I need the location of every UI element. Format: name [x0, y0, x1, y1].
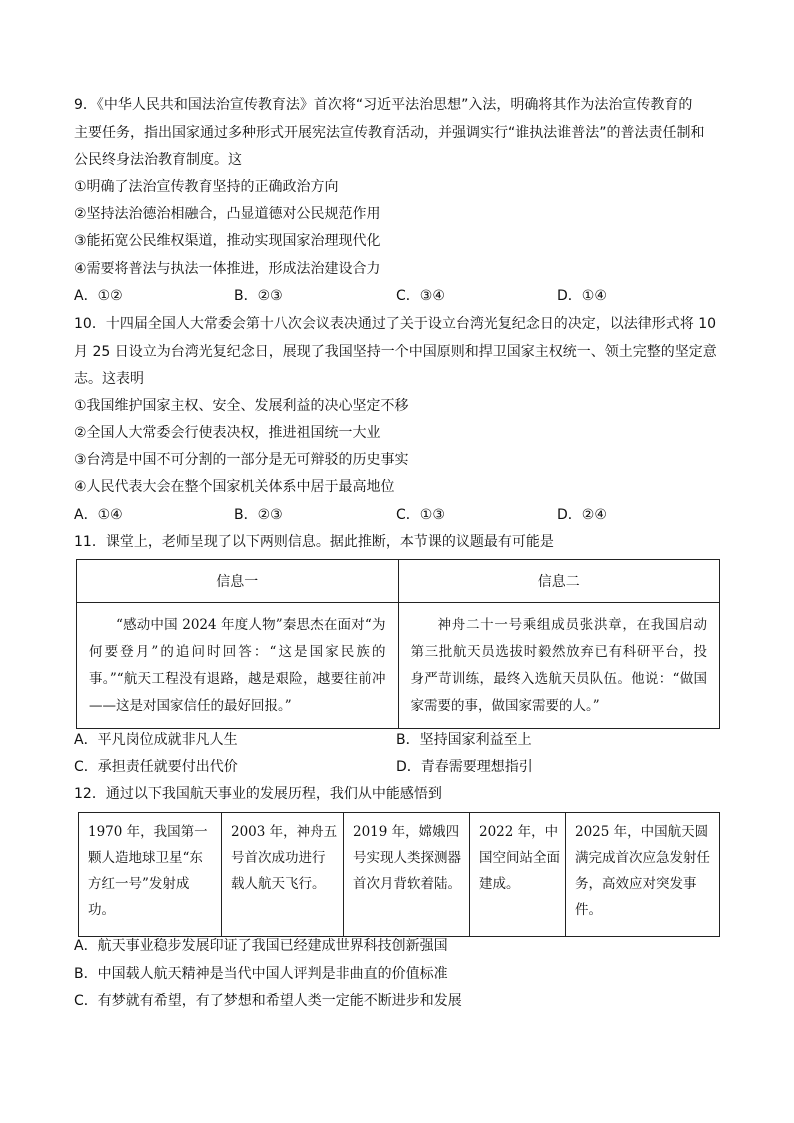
q10-statement-2: ②全国人大常委会行使表决权，推进祖国统一大业 [74, 425, 381, 441]
q11-option-d: D．青春需要理想指引 [396, 759, 533, 775]
q9-option-d: D．①④ [557, 288, 607, 304]
q9-stem-line-3: 公民终身法治教育制度。这 [74, 152, 242, 168]
history-cell-2025: 2025 年，中国航天圆满完成首次应急发射任务，高效应对突发事件。 [566, 813, 720, 937]
q9-statement-2: ②坚持法治德治相融合，凸显道德对公民规范作用 [74, 206, 381, 222]
q11-option-a: A．平凡岗位成就非凡人生 [74, 732, 238, 748]
q9-statement-3: ③能拓宽公民维权渠道，推动实现国家治理现代化 [74, 233, 381, 249]
history-cell-1970: 1970 年，我国第一颗人造地球卫星“东方红一号”发射成功。 [79, 813, 222, 937]
q10-statement-4: ④人民代表大会在整个国家机关体系中居于最高地位 [74, 479, 395, 495]
history-cell-2019: 2019 年，嫦娥四号实现人类探测器首次月背软着陆。 [344, 813, 470, 937]
q10-statement-1: ①我国维护国家主权、安全、发展利益的决心坚定不移 [74, 398, 409, 414]
q10-statement-3: ③台湾是中国不可分割的一部分是无可辩驳的历史事实 [74, 452, 409, 468]
q12-history-table [78, 812, 720, 937]
history-cell-2003: 2003 年，神舟五号首次成功进行载人航天飞行。 [222, 813, 344, 937]
q10-stem-line-1: 10．十四届全国人大常委会第十八次会议表决通过了关于设立台湾光复纪念日的决定，以法律形式将 10 [74, 316, 717, 332]
q10-option-d: D．②④ [557, 507, 607, 523]
q10-stem-line-3: 志。这表明 [74, 371, 144, 387]
q10-option-a: A．①④ [74, 507, 123, 523]
info-cell-1: “感动中国 2024 年度人物”秦思杰在面对“为何要登月”的追问时回答：“这是国家民族的事。”“航天工程没有退路，越是艰险，越要往前冲——这是对国家信任的最好回报。” [77, 603, 399, 729]
q9-stem-line-1: 9．《中华人民共和国法治宣传教育法》首次将“习近平法治思想”入法，明确将其作为法治宣传教育的 [74, 97, 693, 113]
q9-statement-1: ①明确了法治宣传教育坚持的正确政治方向 [74, 179, 339, 195]
q10-option-c: C．①③ [396, 507, 445, 523]
info-cell-2: 神舟二十一号乘组成员张洪章，在我国启动第三批航天员选拔时毅然放弃已有科研平台，投身严苛训练，最终入选航天员队伍。他说：“做国家需要的事，做国家需要的人。” [398, 603, 720, 729]
q9-option-a: A．①② [74, 288, 123, 304]
q12-stem: 12．通过以下我国航天事业的发展历程，我们从中能感悟到 [74, 786, 442, 802]
info-header-1: 信息一 [77, 560, 399, 603]
q11-option-b: B．坚持国家利益至上 [396, 732, 532, 748]
q9-stem-line-2: 主要任务，指出国家通过多种形式开展宪法宣传教育活动，并强调实行“谁执法谁普法”的普法责任制和 [74, 125, 705, 141]
q9-option-b: B．②③ [234, 288, 283, 304]
history-cell-2022: 2022 年，中国空间站全面建成。 [470, 813, 566, 937]
q12-option-a: A．航天事业稳步发展印证了我国已经建成世界科技创新强国 [74, 938, 448, 954]
q12-option-c: C．有梦就有希望，有了梦想和希望人类一定能不断进步和发展 [74, 993, 462, 1009]
q11-option-c: C．承担责任就要付出代价 [74, 759, 238, 775]
q12-option-b: B．中国载人航天精神是当代中国人评判是非曲直的价值标准 [74, 966, 448, 982]
info-header-2: 信息二 [398, 560, 720, 603]
q9-option-c: C．③④ [396, 288, 445, 304]
q11-stem: 11．课堂上，老师呈现了以下两则信息。据此推断，本节课的议题最有可能是 [74, 534, 554, 550]
q10-option-b: B．②③ [234, 507, 283, 523]
q9-statement-4: ④需要将普法与执法一体推进，形成法治建设合力 [74, 261, 381, 277]
q11-info-table [76, 559, 720, 729]
q10-stem-line-2: 月 25 日设立为台湾光复纪念日，展现了我国坚持一个中国原则和捍卫国家主权统一、领土完整的坚定意 [74, 344, 717, 360]
